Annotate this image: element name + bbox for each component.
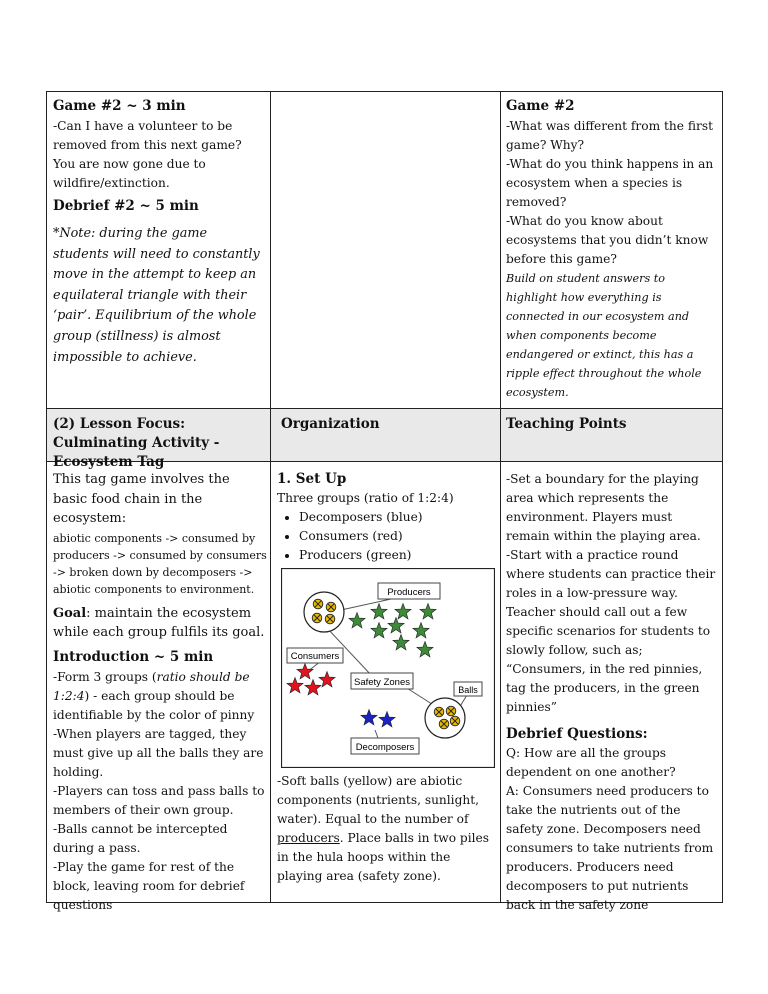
game2-text: -Can I have a volunteer to be removed from this next game? You are now gone due to wildfire/extinction. [53, 119, 242, 190]
rule-toss: -Players can toss and pass balls to members of their own group. [53, 783, 265, 817]
column-divider [500, 91, 501, 903]
ecosystem-tag-diagram [281, 568, 495, 768]
header-organization: Organization [281, 416, 380, 432]
header-lesson-focus: (2) Lesson Focus: Culminating Activity - Ecosystem Tag [53, 416, 220, 470]
rule-play: -Play the game for rest of the block, leaving room for debrief questions [53, 859, 245, 912]
setup-title: 1. Set Up [277, 471, 347, 487]
form-groups-a: -Form 3 groups ( [53, 669, 157, 684]
goal-label: Goal [53, 605, 87, 621]
table-border-top [46, 91, 723, 92]
introduction-title: Introduction ~ 5 min [53, 648, 214, 665]
debrief-answer: A: Consumers need producers to take the nutrients out of the safety zone. Decomposers need consumers to take nutrients from producers. Producers need decomposers to put nutrients back in the safety zone [506, 784, 714, 912]
debrief-question: Q: How are all the groups dependent on one another? [506, 746, 676, 779]
form-groups-ratio: ratio should be 1:2:4 [53, 669, 250, 703]
teaching-boundary: -Set a boundary for the playing area which represents the environment. Players must remain within the playing area. [506, 472, 701, 543]
debrief-questions-title: Debrief Questions: [506, 726, 648, 742]
organization-cell [277, 470, 495, 565]
debrief2-title: Debrief #2 ~ 5 min [53, 198, 199, 214]
game2-questions-cell [506, 97, 718, 402]
form-groups-text [53, 668, 267, 725]
label-consumers: Consumers [290, 651, 340, 662]
activity-description-cell [53, 470, 267, 915]
goal-description: : maintain the ecosystem while each group fulfils its goal. [53, 605, 265, 640]
group-consumers: • Consumers (red) [299, 527, 495, 546]
form-groups-b: ) - each group should be identifiable by the color of pinny [53, 688, 255, 722]
question-1: -What was different from the first game? Why? [506, 119, 713, 152]
rule-tagged: -When players are tagged, they must give up all the balls they are holding. [53, 726, 264, 779]
label-balls: Balls [458, 685, 478, 695]
group-decomposers: • Decomposers (blue) [299, 508, 495, 527]
label-producers: Producers [387, 587, 431, 598]
teaching-practice: -Start with a practice round where students can practice their roles in a low-pressure way. Teacher should call out a few specific scenarios for students to slowly follow, such as; “Consumers, in the red pinnies, tag the producers, in the green pinnies” [506, 548, 716, 714]
goal-text [53, 604, 267, 643]
game2-title: Game #2 ~ 3 min [53, 98, 186, 114]
soft-balls-a: -Soft balls (yellow) are abiotic components (nutrients, sunlight, water). Equal to the number of [277, 774, 480, 826]
groups-list [277, 508, 495, 565]
column-divider [270, 91, 271, 903]
soft-balls-cell [277, 772, 495, 886]
column-divider [722, 91, 723, 903]
build-note: Build on student answers to highlight how everything is connected in our ecosystem and when components become endangered or extinct, this has a ripple effect throughout the whole ecosystem. [506, 272, 702, 399]
activity-intro: This tag game involves the basic food chain in the ecosystem: [53, 472, 230, 526]
rule-intercept: -Balls cannot be intercepted during a pass. [53, 821, 228, 855]
game2-cell [53, 97, 265, 368]
food-chain-text: abiotic components -> consumed by producers -> consumed by consumers -> broken down by decomposers -> abiotic components to environment. [53, 531, 267, 596]
question-2: -What do you think happens in an ecosystem when a species is removed? [506, 157, 714, 209]
teaching-points-cell [506, 470, 718, 915]
hula-hoop-top [304, 592, 344, 632]
group-producers: • Producers (green) [299, 546, 495, 565]
game2-note: *Note: during the game students will need to constantly move in the attempt to keep an equilateral triangle with their ‘pair’. Equilibrium of the whole group (stillness) is almost impossible to achieve. [53, 226, 260, 365]
label-decomposers: Decomposers [355, 742, 415, 753]
label-safety-zones: Safety Zones [354, 677, 410, 688]
soft-balls-producers: producers [277, 831, 340, 845]
row-divider [46, 408, 723, 409]
column-divider [46, 91, 47, 903]
game2-questions-title: Game #2 [506, 98, 575, 114]
soft-balls-text [277, 772, 495, 886]
header-teaching-points: Teaching Points [506, 416, 627, 432]
groups-text: Three groups (ratio of 1:2:4) [277, 491, 454, 505]
soft-balls-b: . Place balls in two piles in the hula hoops within the playing area (safety zone). [277, 831, 489, 883]
question-3: -What do you know about ecosystems that you didn’t know before this game? [506, 214, 709, 266]
